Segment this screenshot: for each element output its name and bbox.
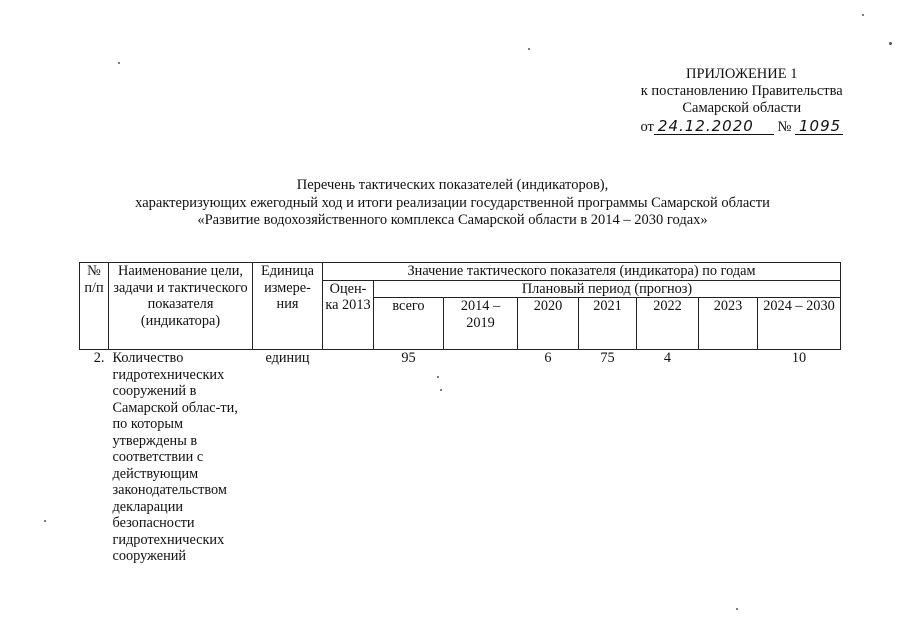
table-row	[80, 350, 841, 565]
header-2020: 2020	[518, 298, 579, 350]
scan-speck	[44, 520, 46, 522]
indicators-table	[79, 262, 841, 565]
date-prefix: от	[640, 119, 654, 135]
scan-speck	[889, 42, 892, 45]
header-2021: 2021	[579, 298, 637, 350]
header-2023: 2023	[699, 298, 758, 350]
header-values-group: Значение тактического показателя (индикатора) по годам	[323, 263, 841, 281]
header-num: № п/п	[80, 263, 109, 350]
row-2023	[699, 350, 758, 565]
handwritten-number: 1095	[795, 118, 843, 135]
scan-speck	[440, 389, 442, 391]
appendix-date-number	[641, 118, 844, 136]
header-2022: 2022	[637, 298, 699, 350]
appendix-title: ПРИЛОЖЕНИЕ 1	[686, 66, 798, 82]
number-sign: №	[777, 119, 792, 135]
scan-speck	[437, 376, 439, 378]
row-num: 2.	[93, 350, 105, 366]
appendix-header	[641, 66, 844, 136]
appendix-region-line: Самарской области	[682, 100, 802, 116]
scan-speck	[118, 62, 120, 64]
row-2020: 6	[544, 350, 552, 366]
header-name: Наименование цели, задачи и тактического показателя (индикатора)	[109, 263, 253, 350]
scan-speck	[528, 48, 530, 50]
row-2014-2019	[444, 350, 518, 565]
header-2014-2019: 2014 – 2019	[444, 298, 518, 350]
header-row-1	[80, 263, 841, 281]
title-line-2: характеризующих ежегодный ход и итоги реализации государственной программы Самарской области	[135, 194, 770, 211]
row-total: 95	[401, 350, 416, 366]
header-unit: Единица измере-ния	[253, 263, 323, 350]
title-line-3: «Развитие водохозяйственного комплекса Самарской области в 2014 – 2030 годах»	[197, 212, 708, 228]
header-2024-2030: 2024 – 2030	[758, 298, 841, 350]
row-indicator-name: Количество гидротехнических сооружений в Самарской облас-ти, по которым утверждены в соответствии с действующим законодательством декларации безопасности гидротехнических сооружений	[112, 350, 238, 564]
row-unit: единиц	[265, 350, 310, 366]
row-2024-2030: 10	[791, 350, 807, 366]
document-title	[0, 177, 905, 230]
title-line-1: Перечень тактических показателей (индикаторов),	[296, 177, 609, 193]
appendix-decree-line: к постановлению Правительства	[640, 83, 843, 99]
row-estimate	[323, 350, 374, 565]
row-2022: 4	[663, 350, 672, 366]
handwritten-date: 24.12.2020	[654, 118, 774, 135]
row-2021: 75	[600, 350, 615, 366]
header-total: всего	[374, 298, 444, 350]
header-plan-group: Плановый период (прогноз)	[374, 280, 841, 298]
header-estimate: Оцен-ка 2013	[323, 280, 374, 350]
scan-speck	[862, 14, 864, 16]
scan-speck	[736, 608, 738, 610]
